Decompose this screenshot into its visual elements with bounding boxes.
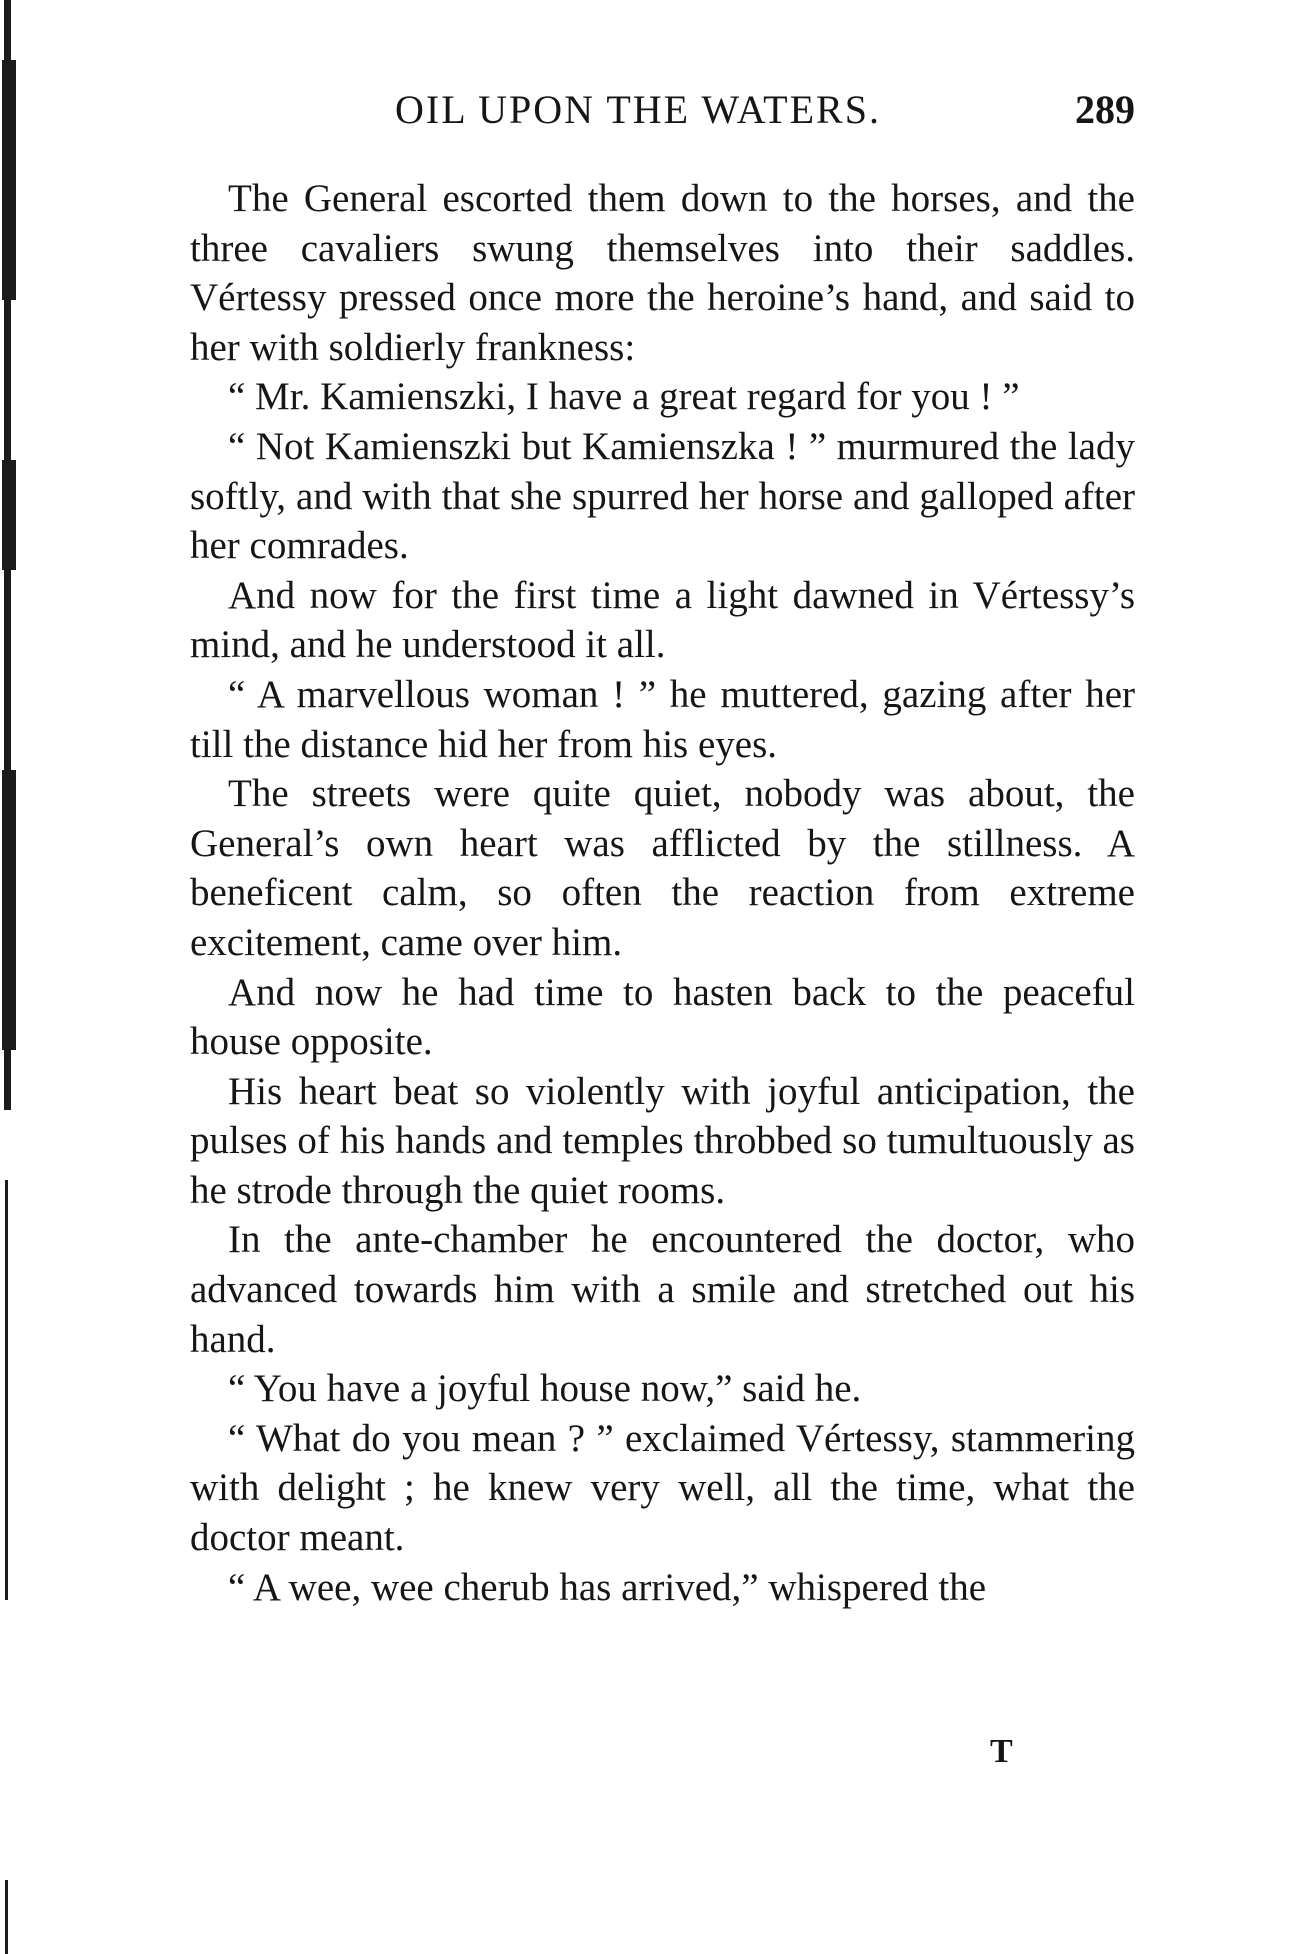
paragraph: “ Mr. Kamienszki, I have a great regard for you ! ”	[228, 375, 1020, 419]
paragraph: “ Not Kamienszki but Kamienszka ! ” murmured the lady softly, and with that she spurred her horse and galloped after her comrades.	[190, 424, 1135, 568]
paragraph: “ You have a joyful house now,” said he.	[228, 1367, 862, 1411]
paragraph: “ A marvellous woman ! ” he muttered, gazing after her till the distance hid her from his eyes.	[190, 672, 1135, 766]
running-title: OIL UPON THE WATERS.	[395, 87, 881, 132]
paragraph: “ A wee, wee cherub has arrived,” whispered the	[228, 1565, 987, 1609]
paragraph: His heart beat so violently with joyful anticipation, the pulses of his hands and temples throbbed so tumultuously as he strode through the quiet rooms.	[190, 1069, 1135, 1212]
paragraph: The General escorted them down to the horses, and the three cavaliers swung themselves into their saddles. Vértessy pressed once more the heroine’s hand, and said to her with soldierly frankness:	[190, 177, 1135, 369]
signature-mark: T	[990, 1733, 1013, 1770]
page-number: 289	[1075, 87, 1135, 132]
paragraph: And now for the first time a light dawned in Vértessy’s mind, and he understood it all.	[190, 573, 1135, 667]
running-head	[190, 78, 1135, 138]
book-page	[190, 78, 1135, 1770]
body-text	[190, 174, 1135, 1612]
paragraph: The streets were quite quiet, nobody was about, the General’s own heart was afflicted by the stillness. A beneficent calm, so often the reaction from extreme excitement, came over him.	[190, 772, 1135, 964]
paragraph: In the ante-chamber he encountered the doctor, who advanced towards him with a smile and stretched out his hand.	[190, 1218, 1135, 1361]
paragraph: And now he had time to hasten back to the peaceful house opposite.	[190, 970, 1135, 1064]
binding-edge-shadow	[0, 0, 24, 1954]
paragraph: “ What do you mean ? ” exclaimed Vértessy, stammering with delight ; he knew very well, all the time, what the doctor meant.	[190, 1416, 1135, 1560]
